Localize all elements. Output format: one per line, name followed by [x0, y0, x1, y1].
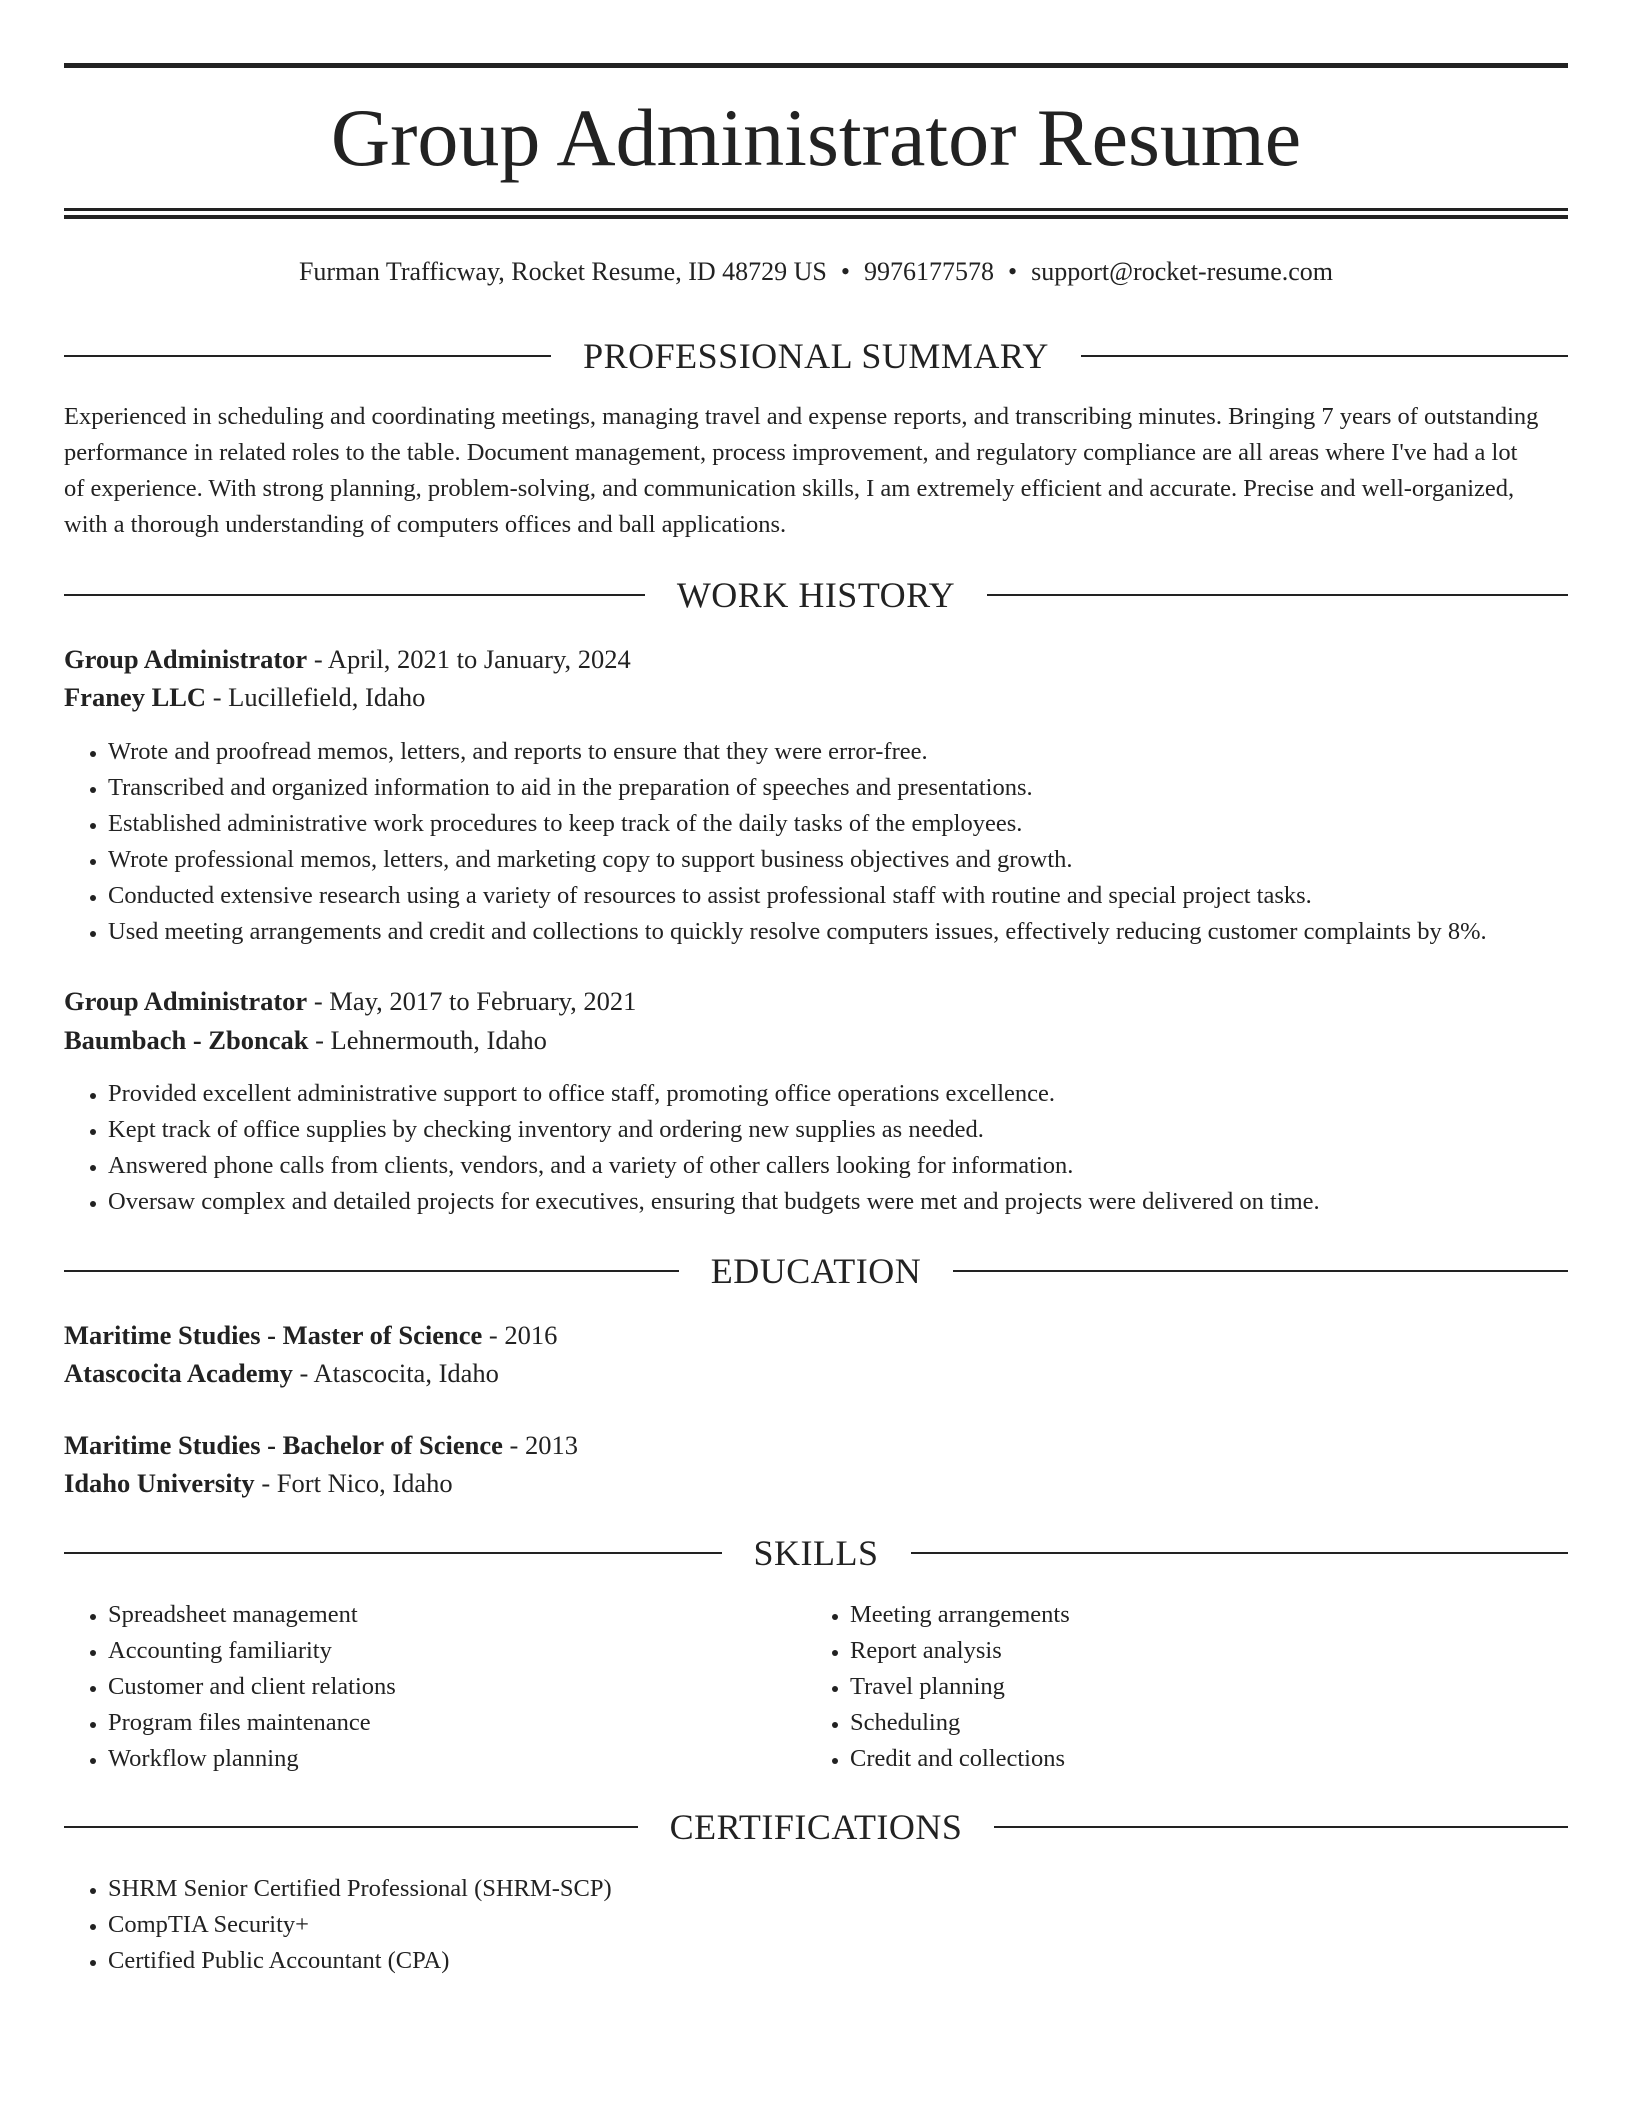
- section-heading-work: [64, 570, 1568, 620]
- job-title: Group Administrator: [64, 644, 308, 674]
- header-top-rule: [64, 63, 1568, 68]
- contact-email: support@rocket-resume.com: [1031, 257, 1334, 286]
- job-location: - Lehnermouth, Idaho: [308, 1025, 547, 1055]
- job-dates: - May, 2017 to February, 2021: [307, 986, 637, 1016]
- summary-line: of experience. With strong planning, problem-solving, and communication skills, I am extremely efficient and accurate. Precise and well-organized,: [64, 475, 1515, 502]
- divider-line: [64, 1826, 638, 1828]
- skill-item: • Program files maintenance: [108, 1705, 396, 1741]
- section-heading-skills: [64, 1528, 1568, 1578]
- education-location: - Fort Nico, Idaho: [254, 1468, 453, 1498]
- skill-item: • Spreadsheet management: [108, 1597, 396, 1633]
- summary-paragraph: [64, 399, 1568, 543]
- education-school: Atascocita Academy: [64, 1358, 293, 1388]
- education-degree: Maritime Studies - Master of Science: [64, 1320, 483, 1350]
- divider-line: [64, 355, 551, 357]
- job-bullets: [64, 1076, 1320, 1220]
- job-dates: - April, 2021 to January, 2024: [307, 644, 631, 674]
- section-heading-certifications: [64, 1802, 1568, 1852]
- job-location: - Lucillefield, Idaho: [206, 682, 426, 712]
- job-company: Franey LLC: [64, 682, 207, 712]
- certification-item: • Certified Public Accountant (CPA): [108, 1943, 612, 1979]
- contact-address: Furman Trafficway, Rocket Resume, ID 48729 US: [298, 257, 827, 286]
- list-item: • Established administrative work procedures to keep track of the daily tasks of the employees.: [108, 806, 1487, 842]
- job-bullets: [64, 734, 1487, 950]
- skill-item: • Accounting familiarity: [108, 1633, 396, 1669]
- list-item: • Wrote and proofread memos, letters, and reports to ensure that they were error-free.: [108, 734, 1487, 770]
- divider-line: [1081, 355, 1568, 357]
- header-double-rule-upper: [64, 208, 1568, 211]
- list-item: • Oversaw complex and detailed projects for executives, ensuring that budgets were met and projects were delivered on time.: [108, 1184, 1320, 1220]
- list-item: • Transcribed and organized information to aid in the preparation of speeches and presentations.: [108, 770, 1487, 806]
- list-item: • Used meeting arrangements and credit and collections to quickly resolve computers issues, effectively reducing customer complaints by 8%.: [108, 914, 1487, 950]
- job-title: Group Administrator: [64, 986, 308, 1016]
- skill-item: • Workflow planning: [108, 1741, 396, 1777]
- education-school-line: [64, 1464, 1568, 1502]
- section-title: PROFESSIONAL SUMMARY: [583, 336, 1049, 376]
- divider-line: [994, 1826, 1568, 1828]
- summary-line: with a thorough understanding of computers offices and ball applications.: [64, 511, 787, 538]
- summary-line: Experienced in scheduling and coordinating meetings, managing travel and expense reports, and transcribing minutes. Bringing 7 years of outstanding: [64, 403, 1539, 430]
- resume-title: Group Administrator Resume: [330, 92, 1302, 183]
- education-degree: Maritime Studies - Bachelor of Science: [64, 1430, 503, 1460]
- education-degree-line: [64, 1316, 1568, 1354]
- contact-line: [64, 252, 1568, 292]
- list-item: • Answered phone calls from clients, vendors, and a variety of other callers looking for information.: [108, 1148, 1320, 1184]
- job-title-line: [64, 640, 1568, 678]
- certifications-list: [64, 1871, 612, 1979]
- job-company-line: [64, 1021, 1568, 1059]
- skills-list-right: [806, 1597, 1070, 1777]
- divider-line: [64, 1270, 679, 1272]
- skill-item: • Customer and client relations: [108, 1669, 396, 1705]
- job-title-line: [64, 982, 1568, 1020]
- certification-item: • CompTIA Security+: [108, 1907, 612, 1943]
- job-company: Baumbach - Zboncak: [64, 1025, 309, 1055]
- skill-item: • Credit and collections: [850, 1741, 1070, 1777]
- list-item: • Conducted extensive research using a variety of resources to assist professional staff with routine and special project tasks.: [108, 878, 1487, 914]
- skill-item: • Scheduling: [850, 1705, 1070, 1741]
- contact-separator: •: [1007, 257, 1018, 286]
- divider-line: [953, 1270, 1568, 1272]
- section-heading-education: [64, 1246, 1568, 1296]
- job-company-line: [64, 678, 1568, 716]
- contact-separator: •: [840, 257, 850, 286]
- education-location: - Atascocita, Idaho: [292, 1358, 499, 1388]
- education-school-line: [64, 1354, 1568, 1392]
- education-school: Idaho University: [64, 1468, 255, 1498]
- section-title: WORK HISTORY: [676, 575, 956, 615]
- header-double-rule-lower: [64, 215, 1568, 219]
- divider-line: [64, 1552, 722, 1554]
- skill-item: • Travel planning: [850, 1669, 1070, 1705]
- education-year: - 2013: [502, 1430, 578, 1460]
- contact-phone: 9976177578: [863, 257, 994, 286]
- skill-item: • Report analysis: [850, 1633, 1070, 1669]
- list-item: • Provided excellent administrative support to office staff, promoting office operations excellence.: [108, 1076, 1320, 1112]
- skills-list-left: [64, 1597, 396, 1777]
- section-title: EDUCATION: [710, 1251, 922, 1291]
- education-degree-line: [64, 1426, 1568, 1464]
- divider-line: [64, 594, 645, 596]
- summary-line: performance in related roles to the table. Document management, process improvement, and regulatory compliance are all areas where I've had a lot: [64, 439, 1518, 466]
- education-year: - 2016: [482, 1320, 558, 1350]
- certification-item: • SHRM Senior Certified Professional (SHRM-SCP): [108, 1871, 612, 1907]
- divider-line: [987, 594, 1568, 596]
- skill-item: • Meeting arrangements: [850, 1597, 1070, 1633]
- list-item: • Wrote professional memos, letters, and marketing copy to support business objectives and growth.: [108, 842, 1487, 878]
- divider-line: [911, 1552, 1569, 1554]
- section-title: CERTIFICATIONS: [669, 1807, 963, 1847]
- section-heading-summary: [64, 331, 1568, 381]
- list-item: • Kept track of office supplies by checking inventory and ordering new supplies as needed.: [108, 1112, 1320, 1148]
- section-title: SKILLS: [753, 1533, 879, 1573]
